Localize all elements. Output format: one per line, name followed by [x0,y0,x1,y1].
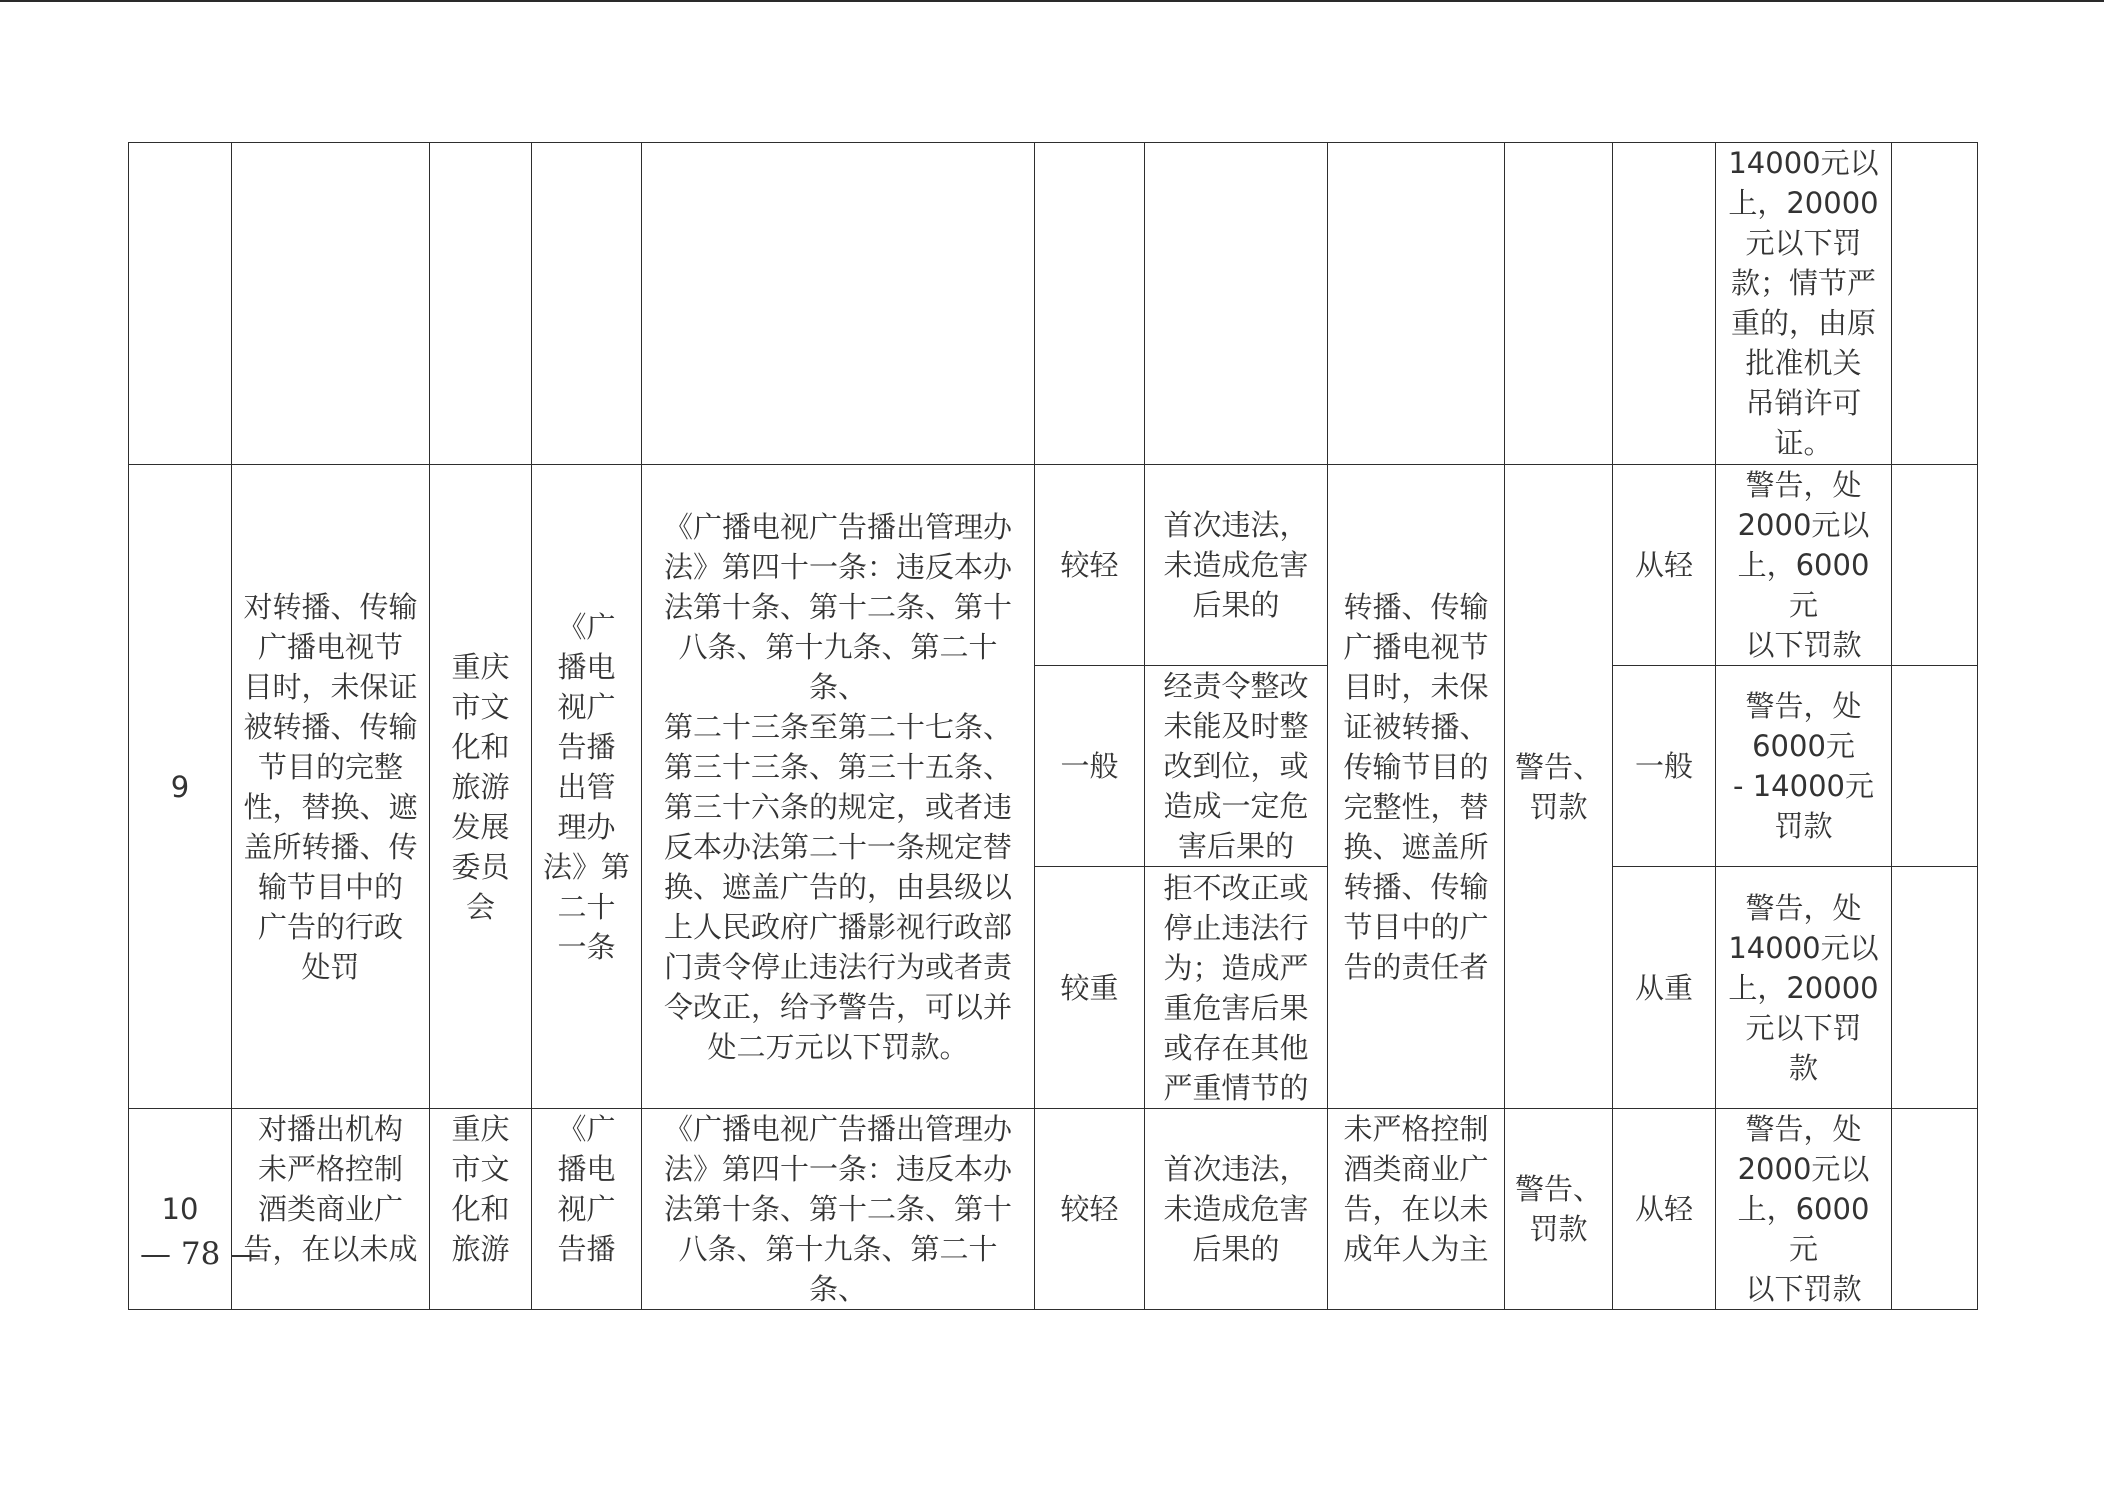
degree-text: 较轻 [1060,548,1119,582]
law-cell [642,143,1035,465]
page-number: — 78 — [140,1236,262,1272]
penalty-cell [1716,666,1892,867]
dept-cell [430,1109,532,1310]
law-text: 《广播电视广告播出管理办 法》第四十一条：违反本办 法第十条、第十二条、第十 八条、第十九条、第二十条、 [663,1112,1012,1306]
circumstance-text: 拒不改正或 停止违法行 为；造成严 重危害后果 或存在其他 严重情节的 [1163,870,1309,1105]
penalty-text: 14000元以 上，20000 元以下罚 款；情节严 重的，由原 批准机关 吊销许可 证。 [1728,146,1879,460]
remark-cell [1892,143,1978,465]
dept-cell [430,465,532,1109]
row-number: 10 [161,1192,199,1226]
degree-text: 一般 [1060,749,1119,783]
basis-text: 《广 播电 视广 告播 出管 理办 法》第 二十 一条 [542,609,630,964]
degree-cell [1035,465,1145,666]
circumstance-text: 首次违法， 未造成危害 后果的 [1163,508,1309,622]
penalty-text: 警告，处 2000元以 上，6000元 以下罚款 [1737,468,1870,662]
circumstance-text: 经责令整改 未能及时整 改到位，或 造成一定危 害后果的 [1163,669,1309,863]
degree-cell [1035,867,1145,1109]
grade-text: 从轻 [1634,548,1693,582]
law-text: 《广播电视广告播出管理办 法》第四十一条：违反本办 法第十条、第十二条、第十 八条、第十九条、第二十条、 第二十三条至第二十七条、 第三十三条、第三十五条、 第三十六条的规定，或者违 反本办法第二十一条规定替 换、遮盖广告的，由县级以 上人民政府广播影视行政部 门责令停止违法行为或者责 令改正，给予警告，可以并 处二万元以下罚款。 [663,509,1012,1064]
degree-cell [1035,143,1145,465]
remark-cell [1892,867,1978,1109]
penalty-cell [1716,1109,1892,1310]
table-row-10 [129,1109,1978,1310]
degree-text: 较轻 [1060,1192,1119,1226]
table-row-9 [129,465,1978,666]
grade-cell [1613,1109,1716,1310]
subject-cell [1328,143,1505,465]
penalty-discretion-table [128,142,1978,1310]
type-text: 警告、 罚款 [1514,749,1602,824]
circumstance-cell [1145,867,1328,1109]
degree-cell [1035,666,1145,867]
subject-text: 转播、传输 广播电视节 目时，未保 证被转播、 传输节目的 完整性，替 换、遮盖所 转播、传输 节目中的广 告的责任者 [1343,589,1489,984]
grade-cell [1613,867,1716,1109]
item-text: 对转播、传输 广播电视节 目时，未保证 被转播、传输 节目的完整 性，替换、遮 盖所转播、传 输节目中的 广告的行政 处罚 [243,589,418,984]
basis-cell [532,1109,642,1310]
grade-cell [1613,143,1716,465]
remark-cell [1892,1109,1978,1310]
subject-cell [1328,1109,1505,1310]
penalty-text: 警告，处 14000元以 上，20000 元以下罚 款 [1728,890,1879,1085]
item-cell [232,1109,430,1310]
circumstance-text: 首次违法， 未造成危害 后果的 [1163,1152,1309,1266]
item-cell [232,143,430,465]
basis-cell [532,143,642,465]
no-cell [129,465,232,1109]
dept-text: 重庆 市文 化和 旅游 发展 委员 会 [451,649,510,924]
penalty-text: 警告，处 2000元以 上，6000元 以下罚款 [1737,1112,1870,1306]
circumstance-cell [1145,666,1328,867]
table-row-continued [129,143,1978,465]
remark-cell [1892,666,1978,867]
remark-cell [1892,465,1978,666]
grade-text: 一般 [1634,749,1693,783]
type-cell [1505,143,1613,465]
basis-cell [532,465,642,1109]
degree-text: 较重 [1060,970,1119,1005]
top-border-line [0,0,2104,2]
circumstance-cell [1145,465,1328,666]
basis-text: 《广 播电 视广 告播 [557,1112,616,1266]
type-text: 警告、 罚款 [1514,1172,1602,1246]
grade-cell [1613,666,1716,867]
dept-text: 重庆 市文 化和 旅游 [451,1112,510,1266]
row-number: 9 [170,769,190,804]
circumstance-cell [1145,143,1328,465]
degree-cell [1035,1109,1145,1310]
item-text: 对播出机构 未严格控制 酒类商业广 告，在以未成 [243,1112,418,1266]
grade-cell [1613,465,1716,666]
no-cell [129,1109,232,1310]
penalty-cell [1716,465,1892,666]
law-cell [642,1109,1035,1310]
type-cell [1505,1109,1613,1310]
penalty-text: 警告，处 6000元 - 14000元 罚款 [1733,689,1874,843]
subject-text: 未严格控制 酒类商业广 告，在以未 成年人为主 [1343,1112,1489,1266]
grade-text: 从重 [1634,970,1693,1005]
item-cell [232,465,430,1109]
grade-text: 从轻 [1634,1192,1693,1226]
circumstance-cell [1145,1109,1328,1310]
penalty-cell [1716,867,1892,1109]
dept-cell [430,143,532,465]
subject-cell [1328,465,1505,1109]
law-cell [642,465,1035,1109]
type-cell [1505,465,1613,1109]
penalty-cell [1716,143,1892,465]
no-cell [129,143,232,465]
